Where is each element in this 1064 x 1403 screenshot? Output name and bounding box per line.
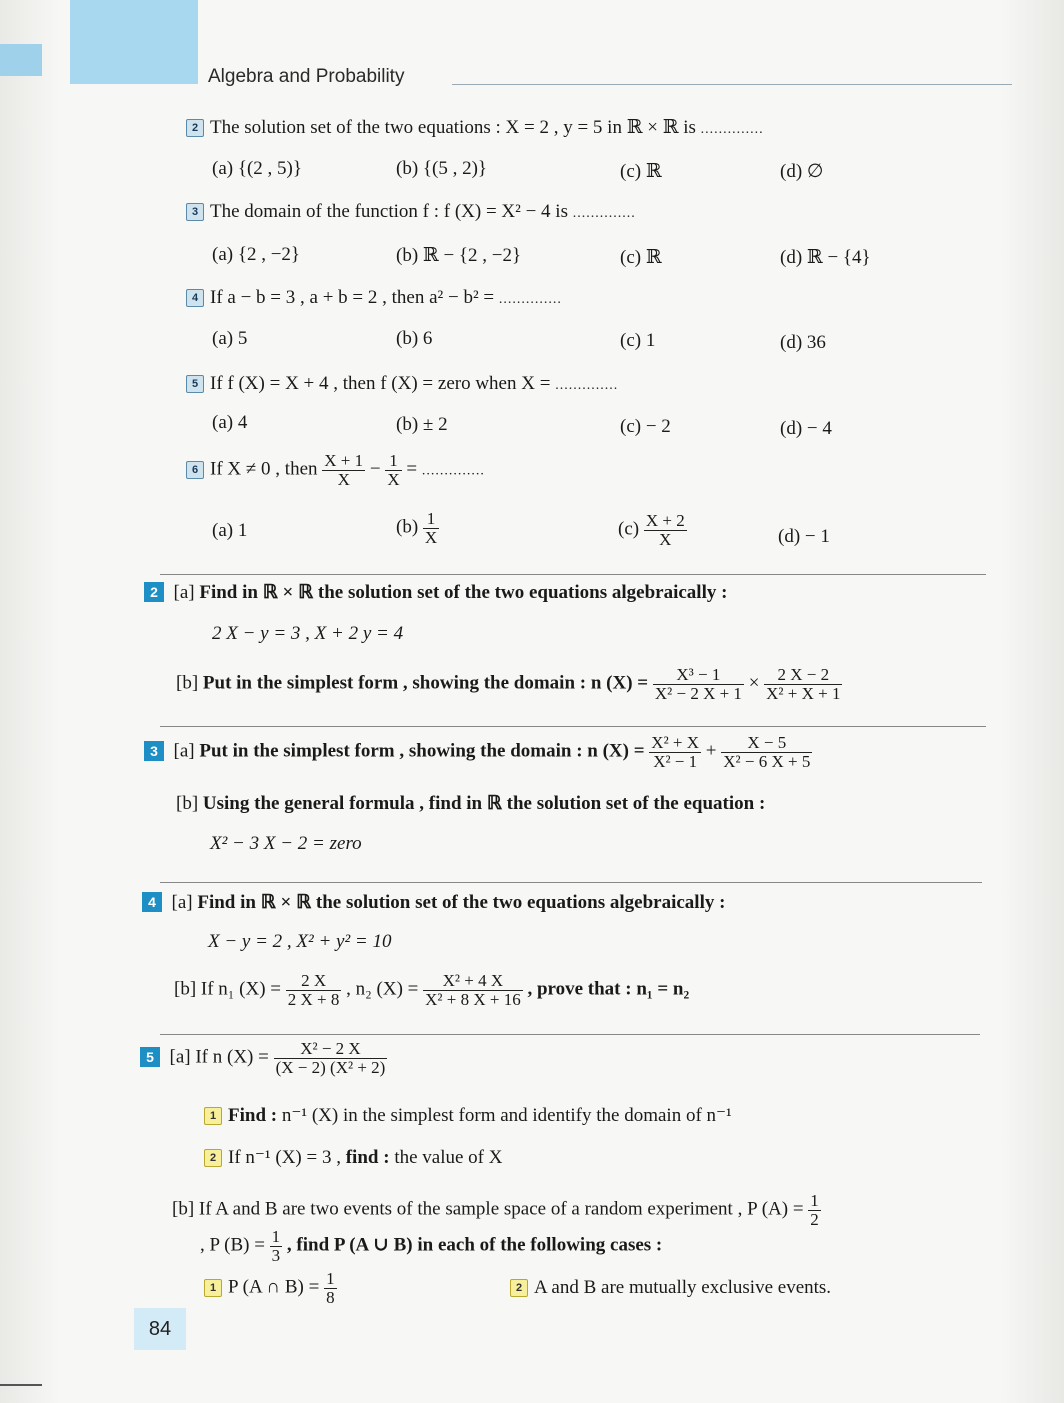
stem-text: The domain of the function f : f (X) = X² − 4 is <box>210 201 568 222</box>
subquestion-badge: 1 <box>204 1107 222 1125</box>
subquestion-badge: 2 <box>204 1149 222 1167</box>
mcq-3-option-c: (c) ℝ <box>620 247 662 268</box>
mcq-5-option-c: (c) − 2 <box>620 416 671 437</box>
mcq-6-option-c: (c) $\frac{X + 2}{X}$ <box>618 511 685 549</box>
subquestion-badge: 1 <box>204 1279 222 1297</box>
mcq-5-stem <box>186 374 618 393</box>
blank-dots: .............. <box>555 378 619 393</box>
q5-part-b-line2: , P (B) = $\frac{1}{3}$ , find P (A ∪ B) in each of the following cases : <box>200 1227 663 1265</box>
mcq-6-option-b: (b) $\frac{1}{X}$ <box>396 509 438 547</box>
question-number-box: 2 <box>144 582 164 602</box>
mcq-4-stem <box>186 288 562 307</box>
mcq-3-option-a: (a) {2 , −2} <box>212 244 301 265</box>
side-color-tab <box>0 44 42 76</box>
section-divider <box>160 574 986 575</box>
question-number-box: 4 <box>142 892 162 912</box>
q5-sub-1: 1 Find : n⁻¹ (X) in the simplest form and identify the domain of n⁻¹ <box>204 1106 732 1125</box>
stem-text: The solution set of the two equations : X = 2 , y = 5 in ℝ × ℝ is <box>210 117 696 138</box>
mcq-4-option-a: (a) 5 <box>212 328 248 349</box>
question-number-box: 3 <box>144 741 164 761</box>
stem-text: If X ≠ 0 , then <box>210 458 318 480</box>
q4-part-a: 4 [a] Find in ℝ × ℝ the solution set of the two equations algebraically : <box>142 892 725 912</box>
mcq-5-option-a: (a) 4 <box>212 412 248 433</box>
mcq-4-option-b: (b) 6 <box>396 328 433 349</box>
mcq-6-option-d: (d) − 1 <box>778 526 830 547</box>
q2-part-a: 2 [a] Find in ℝ × ℝ the solution set of the two equations algebraically : <box>144 582 727 602</box>
q3-part-a: 3 [a] Put in the simplest form , showing the domain : n (X) = $\frac{\text{X² + X}}{\text{X² − 1}}$ + $\frac{X - 5}{\text{X² − 6 X + 5}}$ <box>144 734 812 771</box>
fraction: $\frac{1}{X}$ <box>387 451 400 489</box>
blank-dots: .............. <box>421 463 485 479</box>
mcq-2-stem <box>186 118 764 137</box>
mcq-5-option-b: (b) ± 2 <box>396 414 448 435</box>
question-number-box: 5 <box>140 1047 160 1067</box>
header-rule <box>452 84 1012 85</box>
mcq-4-option-c: (c) 1 <box>620 330 656 351</box>
question-number-badge: 4 <box>186 289 204 307</box>
q5-case-2: 2 A and B are mutually exclusive events. <box>510 1278 831 1297</box>
q5-part-b: [b] If A and B are two events of the sample space of a random experiment , P (A) = $\frac{1}{2}$ <box>172 1191 819 1229</box>
subquestion-badge: 2 <box>510 1279 528 1297</box>
question-number-badge: 5 <box>186 375 204 393</box>
mcq-2-option-c: (c) ℝ <box>620 161 662 182</box>
q3-part-b: [b] Using the general formula , find in ℝ the solution set of the equation : <box>176 793 766 814</box>
q4-equations: X − y = 2 , X² + y² = 10 <box>208 931 392 952</box>
mcq-3-option-b: (b) ℝ − {2 , −2} <box>396 245 522 266</box>
page-number: 84 <box>134 1308 186 1350</box>
mcq-3-stem <box>186 202 636 221</box>
stem-text: If a − b = 3 , a + b = 2 , then a² − b² = <box>210 287 495 308</box>
fraction: $\frac{X + 1}{X}$ <box>324 451 364 489</box>
stem-text: If f (X) = X + 4 , then f (X) = zero when X = <box>210 373 551 394</box>
mcq-4-option-d: (d) 36 <box>780 332 826 353</box>
question-number-badge: 3 <box>186 203 204 221</box>
q2-part-b: [b] Put in the simplest form , showing the domain : n (X) = $\frac{\text{X³ − 1}}{\text{X² − 2 X + 1}}$ × $\frac{2 X - 2}{\text{X² + X + 1}}$ <box>176 665 841 703</box>
section-divider <box>160 726 986 727</box>
mcq-2-option-a: (a) {(2 , 5)} <box>212 158 302 179</box>
mcq-2-option-b: (b) {(5 , 2)} <box>396 158 488 179</box>
q2-equations: 2 X − y = 3 , X + 2 y = 4 <box>212 623 404 644</box>
page-header-title: Algebra and Probability <box>208 66 405 87</box>
header-color-block <box>70 0 198 84</box>
mcq-6-option-a: (a) 1 <box>212 520 248 541</box>
q5-part-a: 5 [a] If n (X) = $\frac{\text{X² − 2 X}}{\text{(X − 2) (X² + 2)}}$ <box>140 1040 387 1077</box>
q4-part-b: [b] If n₁ (X) = $\frac{2 X}{2 X + 8}$ , n₂ (X) = $\frac{\text{X² + 4 X}}{\text{X² + 8 X + 16}}$ , prove that : n₁ = n₂ <box>174 971 690 1009</box>
blank-dots: .............. <box>498 292 562 307</box>
q5-sub-2: 2 If n⁻¹ (X) = 3 , find : the value of X <box>204 1148 502 1167</box>
mcq-3-option-d: (d) ℝ − {4} <box>780 247 871 268</box>
question-number-badge: 2 <box>186 119 204 137</box>
blank-dots: .............. <box>572 206 636 221</box>
question-number-badge: 6 <box>186 461 204 479</box>
blank-dots: .............. <box>700 122 764 137</box>
mcq-5-option-d: (d) − 4 <box>780 418 832 439</box>
mcq-2-option-d: (d) ∅ <box>780 161 824 182</box>
bottom-rule <box>0 1384 42 1386</box>
section-divider <box>160 1034 980 1035</box>
q3-equation: X² − 3 X − 2 = zero <box>210 833 362 854</box>
q5-case-1: 1 P (A ∩ B) = $\frac{1}{8}$ <box>204 1270 337 1307</box>
mcq-6-stem: 6 If X ≠ 0 , then $\frac{X + 1}{X}$ − $\frac{1}{X}$ = .............. <box>186 452 485 489</box>
section-divider <box>160 882 982 883</box>
